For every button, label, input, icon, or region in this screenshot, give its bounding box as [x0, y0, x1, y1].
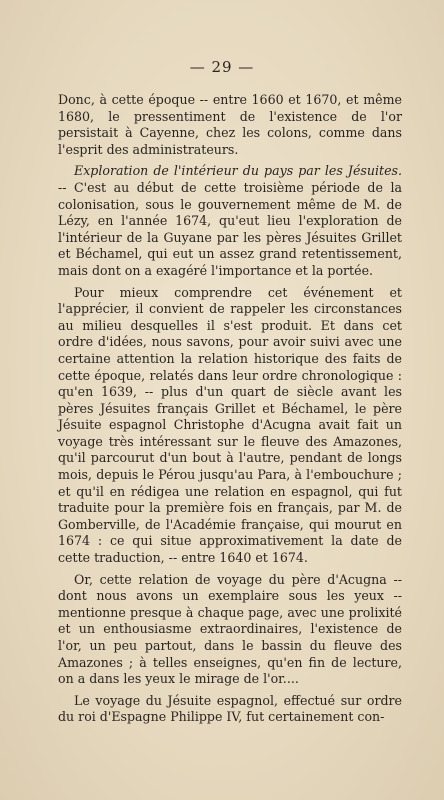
paragraph-2-text: -- C'est au début de cette troisième période de la colonisation, sous le gouvernement même de M. de Lézy, en l'année 1674, qu'eut lieu l'exploration de l'intérieur de la Guyane par les pères Jésuites Grillet et Béchamel, qui eut un assez grand retentissement, mais dont on a exagéré l'importance et la portée.: [58, 179, 402, 278]
paragraph-2: [58, 163, 402, 279]
paragraph-1: Donc, à cette époque -- entre 1660 et 1670, et même 1680, le pressentiment de l'existence de l'or persistait à Cayenne, chez les colons, comme dans l'esprit des administrateurs.: [58, 92, 402, 157]
paragraph-5: Le voyage du Jésuite espagnol, effectué sur ordre du roi d'Espagne Philippe IV, fut certainement con-: [58, 692, 402, 725]
section-heading: Exploration de l'intérieur du pays par les Jésuites.: [74, 163, 402, 179]
paragraph-4: Or, cette relation de voyage du père d'Acugna -- dont nous avons un exemplaire sous les yeux -- mentionne presque à chaque page, avec une prolixité et un enthousiasme extraordinaires, l'existence de l'or, un peu partout, dans le bassin du fleuve des Amazones ; à telles enseignes, qu'en fin de lecture, on a dans les yeux le mirage de l'or....: [58, 571, 402, 687]
paragraph-3: Pour mieux comprendre cet événement et l'apprécier, il convient de rappeler les circonstances au milieu desquelles il s'est produit. Et dans cet ordre d'idées, nous savons, pour avoir suivi avec une certaine attention la relation historique des faits de cette époque, relatés dans leur ordre chronologique : qu'en 1639, -- plus d'un quart de siècle avant les pères Jésuites français Grillet et Béchamel, le père Jésuite espagnol Christophe d'Acugna avait fait un voyage très intéressant sur le fleuve des Amazones, qu'il parcourut d'un bout à l'autre, pendant de longs mois, depuis le Pérou jusqu'au Para, à l'embouchure ; et qu'il en rédigea une relation en espagnol, qui fut traduite pour la première fois en français, par M. de Gomberville, de l'Académie française, qui mourut en 1674 : ce qui situe approximativement la date de cette traduction, -- entre 1640 et 1674.: [58, 284, 402, 566]
page-number: — 29 —: [189, 58, 255, 76]
body-text: [58, 92, 402, 731]
